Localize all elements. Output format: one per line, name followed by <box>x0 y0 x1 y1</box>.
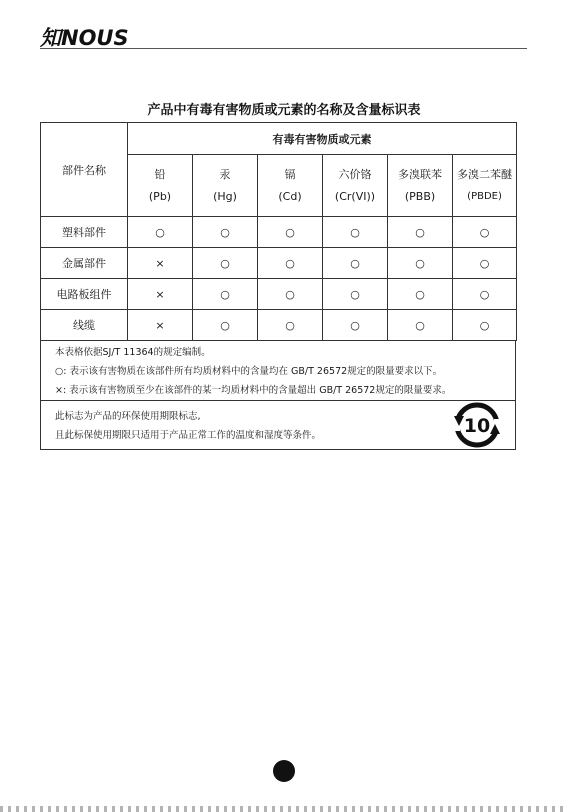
part-name-cell: 电路板组件 <box>41 279 128 310</box>
element-header-0 <box>128 155 193 217</box>
period-number: 10 <box>463 415 491 437</box>
substance-status-cell: ○ <box>388 279 453 310</box>
element-symbol: (Cr(VI)) <box>334 189 376 203</box>
element-name: 多溴二苯醚 <box>457 167 513 181</box>
table-row <box>41 279 517 310</box>
hazardous-substance-table <box>40 122 517 341</box>
part-name-cell: 金属部件 <box>41 248 128 279</box>
bottom-border-dashes <box>0 806 568 812</box>
substance-status-cell: ○ <box>323 217 388 248</box>
substance-status-cell: ○ <box>323 310 388 341</box>
header-divider <box>40 48 527 49</box>
sign-line-1: 此标志为产品的环保使用期限标志, <box>55 411 201 422</box>
substance-status-cell: × <box>128 279 193 310</box>
element-name: 六价铬 <box>338 167 372 181</box>
note-basis: 本表格依据SJ/T 11364的规定编制。 <box>55 347 211 358</box>
part-name-cell: 塑料部件 <box>41 217 128 248</box>
element-symbol: (Hg) <box>213 189 237 203</box>
substance-status-cell: ○ <box>193 279 258 310</box>
substance-status-cell: ○ <box>388 217 453 248</box>
part-name-cell: 线缆 <box>41 310 128 341</box>
table-row <box>41 248 517 279</box>
element-symbol: (PBDE) <box>467 190 502 202</box>
substance-status-cell: × <box>128 248 193 279</box>
substance-status-cell: ○ <box>388 310 453 341</box>
element-name: 汞 <box>219 167 231 181</box>
element-header-5 <box>453 155 517 217</box>
environmental-period-box <box>40 401 516 450</box>
substance-status-cell: ○ <box>128 217 193 248</box>
page-number-dot <box>273 760 295 782</box>
substance-status-cell: ○ <box>453 248 517 279</box>
element-symbol: (Cd) <box>278 189 302 203</box>
substance-status-cell: ○ <box>323 248 388 279</box>
element-header-2 <box>258 155 323 217</box>
recycle-10-icon <box>453 402 501 448</box>
sign-line-2: 且此标保使用期限只适用于产品正常工作的温度和湿度等条件。 <box>55 430 322 441</box>
substance-status-cell: ○ <box>193 248 258 279</box>
element-symbol: (Pb) <box>148 189 172 203</box>
substance-status-cell: ○ <box>453 310 517 341</box>
element-header-1 <box>193 155 258 217</box>
substance-group-header: 有毒有害物质或元素 <box>128 123 517 155</box>
table-row <box>41 217 517 248</box>
element-symbol: (PBB) <box>404 189 436 203</box>
substance-status-cell: ○ <box>388 248 453 279</box>
substance-status-cell: ○ <box>453 279 517 310</box>
note-cross: ×: 表示该有害物质至少在该部件的某一均质材料中的含量超出 GB/T 26572规定的限量要求。 <box>55 385 452 396</box>
substance-status-cell: ○ <box>323 279 388 310</box>
element-name: 镉 <box>284 167 296 181</box>
element-header-4 <box>388 155 453 217</box>
substance-status-cell: ○ <box>453 217 517 248</box>
substance-status-cell: ○ <box>193 217 258 248</box>
substance-status-cell: ○ <box>258 279 323 310</box>
element-name: 铅 <box>154 167 166 181</box>
notes-box <box>40 340 516 401</box>
brand-logo: 知NOUS <box>40 26 129 50</box>
substance-status-cell: ○ <box>258 217 323 248</box>
document-title: 产品中有毒有害物质或元素的名称及含量标识表 <box>147 103 421 118</box>
element-header-3 <box>323 155 388 217</box>
substance-status-cell: × <box>128 310 193 341</box>
substance-status-cell: ○ <box>193 310 258 341</box>
note-circle: ○: 表示该有害物质在该部件所有均质材料中的含量均在 GB/T 26572规定的限量要求以下。 <box>55 366 443 377</box>
table-row <box>41 310 517 341</box>
element-name: 多溴联苯 <box>398 167 442 181</box>
substance-status-cell: ○ <box>258 310 323 341</box>
substance-status-cell: ○ <box>258 248 323 279</box>
part-name-header: 部件名称 <box>41 123 128 217</box>
table-body <box>41 217 517 341</box>
